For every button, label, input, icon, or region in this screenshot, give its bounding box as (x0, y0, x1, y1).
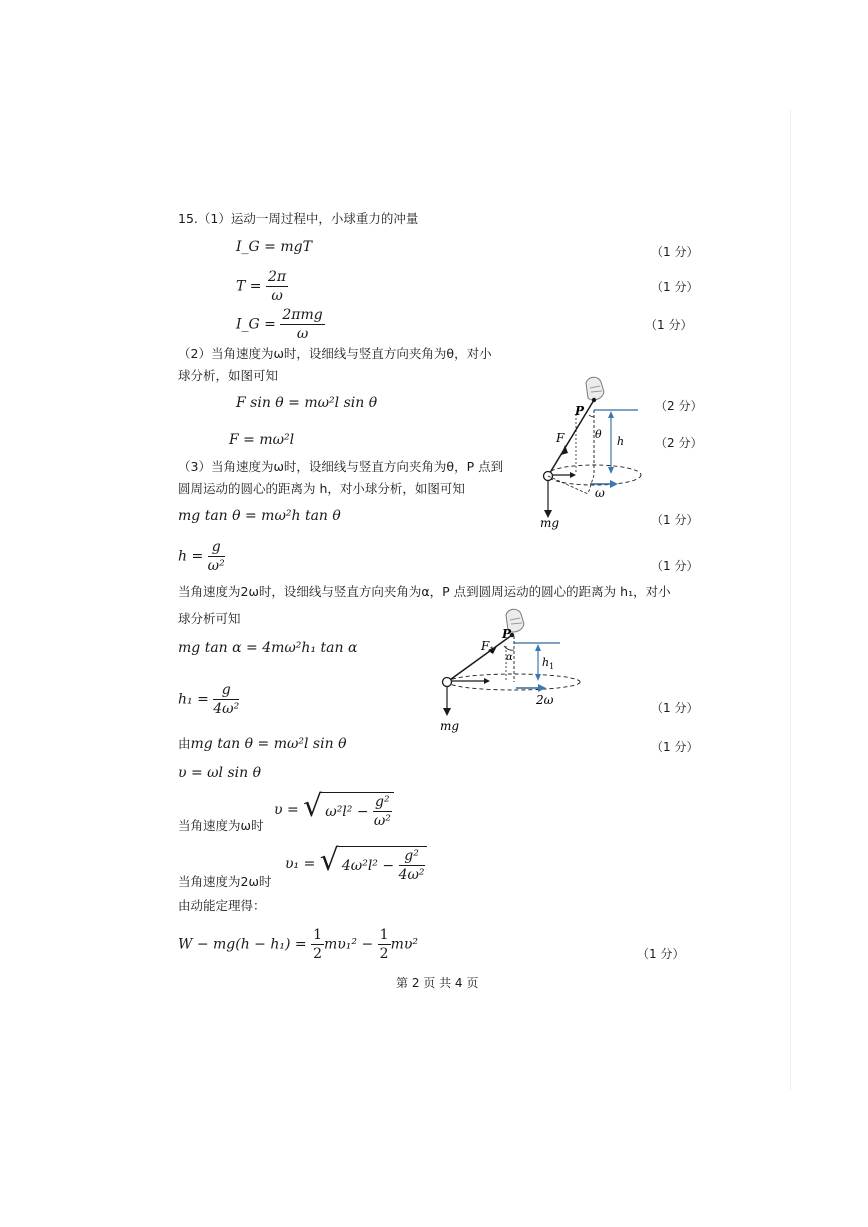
eq-v1-den: 4ω² (398, 867, 425, 883)
score-5: （2 分） (655, 436, 703, 450)
score-10: （1 分） (637, 947, 685, 961)
eq-work-half-num-2: 1 (379, 927, 389, 943)
fig1-label-theta: θ (595, 428, 602, 441)
eq-v1: υ₁ = √ 4ω²l² − $\frac{\text{g²}}{\text{4ω²}}$ (285, 843, 425, 883)
omega-arrow-icon (610, 480, 618, 488)
centripetal-arrow-icon (570, 472, 576, 478)
eq-v-omega-den: ω² (373, 813, 391, 829)
eq-period-num: 2π (267, 269, 287, 285)
eq-h-num: g (208, 540, 225, 557)
score-8: （1 分） (651, 701, 699, 715)
part3-line2: 圆周运动的圆心的距离为 h，对小球分析，如图可知 (178, 481, 465, 496)
point-p-dot (592, 398, 596, 402)
eq-v-omega-lhs: υ = (274, 802, 299, 818)
h-arrow-down-icon (608, 467, 614, 474)
figure-conical-pendulum-omega (528, 370, 648, 535)
part1-intro: 15.（1）运动一周过程中，小球重力的冲量 (178, 211, 419, 226)
fig2-label-f: F (481, 639, 490, 653)
fig2-label-2omega: 2ω (536, 693, 554, 707)
eq-velocity: υ = ωl sin θ (178, 765, 262, 781)
when-omega: 当角速度为ω时 (178, 818, 264, 833)
score-1: （1 分） (651, 245, 699, 259)
eq-impulse-result (236, 308, 325, 341)
eq-h1-lhs: h₁ = (178, 691, 209, 708)
eq-by-expression: mg tan θ = mω²l sin θ (190, 736, 347, 752)
eq-work-half-num-1: 1 (313, 927, 323, 943)
when-2omega: 当角速度为2ω时 (178, 874, 272, 889)
eq-impulse-mgT: I_G = mgT (236, 239, 312, 255)
score-4: （2 分） (655, 399, 703, 413)
fig2-label-mg: mg (440, 719, 460, 733)
score-7: （1 分） (651, 559, 699, 573)
eq-impulse-result-den: ω (296, 326, 309, 342)
fig1-label-f: F (556, 431, 565, 445)
eq-impulse-result-lhs: I_G = (236, 316, 276, 333)
gravity-arrow-icon-2 (443, 708, 451, 716)
fig1-label-p: P (575, 404, 585, 418)
part3-text3: 球分析可知 (178, 611, 241, 626)
eq-v-omega-num: g² (375, 794, 390, 810)
fig2-label-h: h (542, 656, 550, 669)
fig2-label-p: P (502, 627, 512, 641)
eq-h1-num: g (213, 683, 239, 700)
string-line (548, 400, 594, 476)
part2-line1: （2）当角速度为ω时，设细线与竖直方向夹角为θ，对小 (178, 346, 492, 361)
part3-text2: 当角速度为2ω时，设细线与竖直方向夹角为α，P 点到圆周运动的圆心的距离为 h₁，对小 (178, 584, 671, 599)
string-line-2 (447, 635, 512, 682)
h-arrow-up-icon (608, 411, 614, 418)
by-word: 由 (178, 736, 191, 751)
score-9: （1 分） (651, 740, 699, 754)
fig2-label-h-sub: 1 (549, 662, 555, 671)
eq-v-omega-rad-a: ω²l² − (325, 803, 369, 820)
eq-v1-lhs: υ₁ = (285, 856, 316, 872)
eq-h-den: ω² (207, 558, 225, 574)
score-6: （1 分） (651, 513, 699, 527)
fig1-label-h: h (617, 435, 625, 448)
diagonal-dashed-1 (548, 476, 588, 494)
h1-arrow-down-icon (535, 674, 541, 681)
score-2: （1 分） (651, 280, 699, 294)
omega-arrow-icon-2 (538, 684, 546, 692)
theorem-line: 由动能定理得： (178, 898, 266, 913)
scan-edge-line (790, 110, 791, 1090)
fig2-label-h1 (542, 656, 554, 671)
part2-line2: 球分析，如图可知 (178, 368, 279, 383)
eq-work-term2: mυ² (390, 936, 418, 953)
eq-work-energy (178, 928, 418, 961)
figure-conical-pendulum-2omega (436, 602, 586, 742)
eq-force-balance: F sin θ = mω²l sin θ (236, 395, 378, 411)
eq-v1-num: g² (399, 849, 425, 866)
theta-arc (589, 415, 594, 417)
h1-arrow-up-icon (535, 644, 541, 651)
eq-period-den: ω (271, 288, 283, 304)
alpha-arc (504, 646, 514, 650)
fig2-label-alpha: α (506, 652, 513, 663)
ball-icon-2 (443, 678, 452, 687)
tension-arrow-icon (561, 445, 568, 455)
centripetal-arrow-icon-2 (484, 678, 490, 684)
eq-v1-rad-a: 4ω²l² − (341, 857, 395, 874)
eq-h (178, 540, 225, 573)
eq-impulse-result-num: 2πmg (282, 307, 323, 323)
fig1-label-mg: mg (540, 516, 560, 530)
hand-icon (586, 377, 604, 400)
eq-work-half-den-1: 2 (313, 946, 323, 962)
eq-h1 (178, 683, 239, 716)
eq-h-lhs: h = (178, 548, 204, 565)
eq-force-result: F = mω²l (229, 432, 295, 448)
fig2-label-f1 (480, 639, 494, 655)
eq-v-omega: υ = √ ω²l² − $\frac{\text{g²}}{\text{ω²}}$ (274, 792, 394, 828)
page-footer: 第 2 页 共 4 页 (396, 976, 479, 990)
eq-work-lhs: W − mg(h − h₁) = (178, 936, 307, 953)
part3-line1: （3）当角速度为ω时，设细线与竖直方向夹角为θ，P 点到 (178, 459, 504, 474)
eq-period (236, 270, 288, 303)
eq-tan-alpha: mg tan α = 4mω²h₁ tan α (178, 640, 358, 656)
eq-work-term1: mυ₁² − (324, 936, 374, 953)
eq-work-half-den-2: 2 (379, 946, 389, 962)
eq-period-lhs: T = (236, 278, 262, 295)
eq-h1-den: 4ω² (213, 701, 240, 717)
score-3: （1 分） (645, 318, 693, 332)
eq-by-line (178, 737, 347, 751)
fig2-label-f-sub: 1 (489, 646, 495, 655)
fig1-label-omega: ω (595, 486, 605, 500)
eq-tan-balance: mg tan θ = mω²h tan θ (178, 508, 341, 524)
